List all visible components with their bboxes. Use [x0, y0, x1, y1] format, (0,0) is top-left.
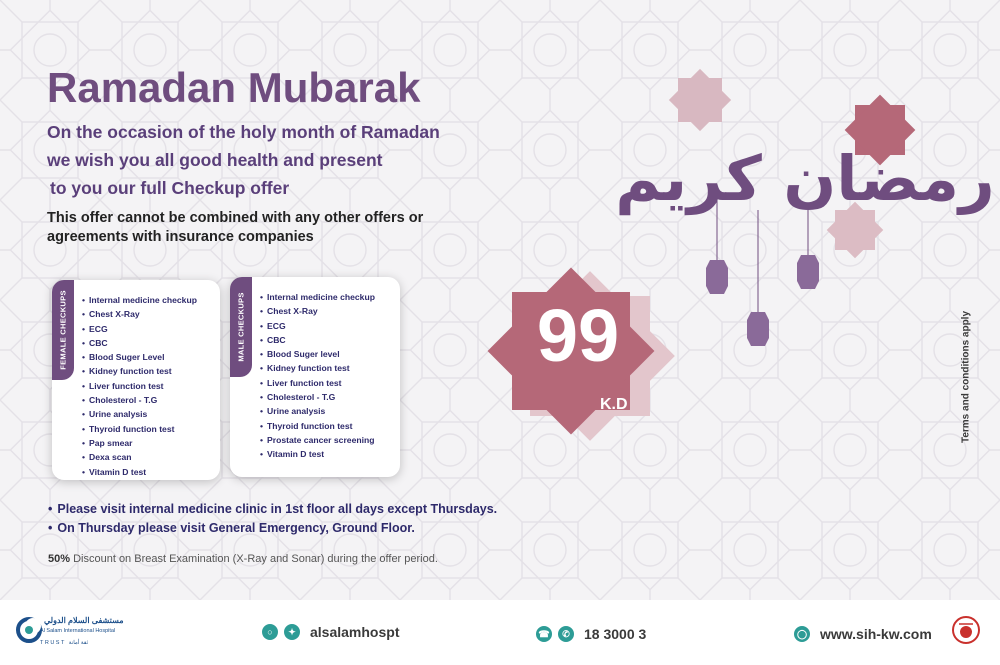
list-item: • ECG: [260, 319, 375, 333]
list-item: • Cholesterol - T.G: [260, 390, 375, 404]
globe-icon: ◯: [794, 626, 810, 642]
discount-text: Discount on Breast Examination (X-Ray and Sonar) during the offer period.: [70, 553, 438, 565]
logo-english-name: Al Salam International Hospital: [40, 628, 116, 634]
instagram-icon[interactable]: ○: [262, 624, 278, 640]
list-item: • Kidney function test: [260, 361, 375, 375]
list-item: • Internal medicine checkup: [260, 290, 375, 304]
list-item: • ECG: [82, 322, 197, 336]
note-item: • On Thursday please visit General Emergency, Ground Floor.: [48, 519, 497, 538]
list-item: • Cholesterol - T.G: [82, 393, 197, 407]
list-item: • Internal medicine checkup: [82, 293, 197, 307]
disclaimer-line: agreements with insurance companies: [47, 229, 314, 245]
discount-percent: 50%: [48, 553, 71, 565]
visit-notes: [48, 500, 497, 538]
social-handle-group: [262, 621, 399, 643]
list-item: • Liver function test: [260, 376, 375, 390]
list-item: • Urine analysis: [260, 404, 375, 418]
accreditation-badge-icon: [951, 615, 981, 645]
list-item: • Thyroid function test: [82, 422, 197, 436]
list-item: • Pap smear: [82, 436, 197, 450]
female-checkups-list: [82, 293, 197, 479]
list-item: • CBC: [260, 333, 375, 347]
list-item: • Liver function test: [82, 379, 197, 393]
logo-arabic-name: مستشفى السلام الدولي: [44, 616, 124, 625]
phone-icon: ☎: [536, 626, 552, 642]
list-item: • Prostate cancer screening: [260, 433, 375, 447]
website-link[interactable]: www.sih-kw.com: [820, 626, 932, 642]
ramadan-kareem-art: [615, 60, 995, 360]
note-item: • Please visit internal medicine clinic in 1st floor all days except Thursdays.: [48, 500, 497, 519]
list-item: • Kidney function test: [82, 364, 197, 378]
male-checkups-list: [260, 290, 375, 462]
list-item: • Chest X-Ray: [82, 307, 197, 321]
list-item: • Urine analysis: [82, 407, 197, 421]
male-checkups-tab: [230, 277, 252, 377]
disclaimer-line: This offer cannot be combined with any other offers or: [47, 210, 424, 226]
list-item: • Dexa scan: [82, 450, 197, 464]
list-item: • Thyroid function test: [260, 419, 375, 433]
list-item: • Chest X-Ray: [260, 304, 375, 318]
list-item: • Vitamin D test: [82, 465, 197, 479]
female-checkups-card: [52, 280, 220, 480]
intro-text: [47, 118, 440, 202]
page-title: Ramadan Mubarak: [47, 64, 421, 111]
discount-note: [48, 553, 438, 565]
logo-trust-text: TRUST ثقة أمانة: [40, 640, 89, 646]
website-group: [794, 623, 932, 645]
female-checkups-tab: [52, 280, 74, 380]
intro-line: we wish you all good health and present: [47, 150, 383, 170]
intro-line: On the occasion of the holy month of Ramadan: [47, 122, 440, 142]
social-handle[interactable]: alsalamhospt: [310, 624, 400, 640]
price-amount: 99: [536, 294, 620, 377]
twitter-icon[interactable]: ✦: [284, 624, 300, 640]
phone-group: [536, 623, 646, 645]
male-checkups-label: MALE CHECKUPS: [236, 292, 246, 362]
calligraphy-text: رمضان كريم: [615, 142, 995, 215]
intro-line: to you our full Checkup offer: [50, 178, 290, 198]
whatsapp-icon: ✆: [558, 626, 574, 642]
disclaimer-text: [47, 209, 423, 247]
female-checkups-label: FEMALE CHECKUPS: [58, 290, 68, 370]
list-item: • CBC: [82, 336, 197, 350]
list-item: • Vitamin D test: [260, 447, 375, 461]
male-checkups-card: [230, 277, 400, 477]
list-item: • Blood Suger level: [260, 347, 375, 361]
phone-number[interactable]: 18 3000 3: [584, 626, 647, 642]
price-currency: K.D: [600, 396, 628, 413]
lantern-icon: [706, 255, 819, 346]
list-item: • Blood Suger Level: [82, 350, 197, 364]
terms-note: Terms and conditions apply: [960, 310, 972, 444]
